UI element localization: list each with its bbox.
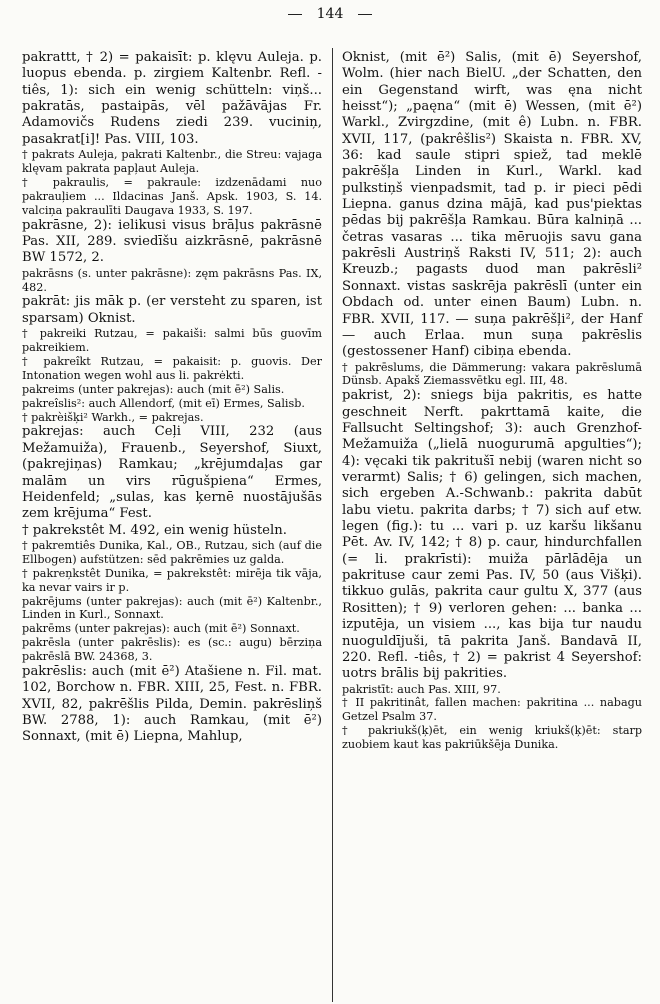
page-number: 144: [316, 6, 344, 22]
dictionary-entry: pakrejas: auch Ceļi VIII, 232 (aus Mežamuiža), Frauenb., Seyershof, Siuxt, (pakrejiņas) Ramkau; „krējumdaļas gar malām un virs rūgušpiena“ Ermes, Heidenfeld; „sulas, kas ķernē nuostājušās zem krējuma“ Fest.: [22, 424, 322, 522]
dictionary-entry: pakrēms (unter pakrejas): auch (mit ē²) Sonnaxt.: [22, 622, 300, 636]
dictionary-entry: pakrāsns (s. unter pakrāsne): zęm pakrāsns Pas. IX, 482.: [22, 266, 322, 294]
right-column: [342, 50, 642, 752]
dictionary-entry: pakrēsla (unter pakrēslis): es (sc.: augu) bērziņa pakrēslā BW. 24368, 3.: [22, 636, 322, 664]
header-dash-right: [358, 14, 372, 15]
dictionary-entry: pakrējums (unter pakrejas): auch (mit ē²) Kaltenbr., Linden in Kurl., Sonnaxt.: [22, 594, 322, 622]
dictionary-entry: pakreîslis²: auch Allendorf, (mit eī) Ermes, Salisb.: [22, 396, 305, 410]
dictionary-entry: † pakreņkstêt Dunika, = pakrekstêt: mirēja tik vāja, ka nevar vairs ir p.: [22, 566, 322, 594]
page-header: [0, 6, 660, 22]
dictionary-entry: pakristīt: auch Pas. XIII, 97.: [342, 682, 501, 696]
dictionary-entry: pakrāsne, 2): ielikusi visus brāļus pakrāsnē Pas. XII, 289. sviedīšu aizkrāsnē, pakrāsnē BW 1572, 2.: [22, 217, 322, 266]
column-divider: [332, 48, 333, 1002]
dictionary-entry: † pakreîkt Rutzau, = pakaisit: p. guovis. Der Intonation wegen wohl aus li. pakrėkti.: [22, 354, 322, 382]
dictionary-entry: † pakrats Auleja, pakrati Kaltenbr., die Streu: vajaga klęvam pakrata papļaut Auleja.: [22, 148, 322, 175]
dictionary-entry: † II pakritinât, fallen machen: pakritina ... nabagu Getzel Psalm 37.: [342, 696, 642, 724]
dictionary-entry: † pakrēslums, die Dämmerung: vakara pakrēslumā Dünsb. Apakš Ziemassvētku egl. III, 48.: [342, 360, 642, 388]
dictionary-entry: pakrist, 2): sniegs bija pakritis, es hatte geschneit Nerft. pakrttamā kaite, die Fallsucht Seltingshof; 3): auch Grenzhof-Mežamuiža („lielā nuogurumā apgulties“); 4): vęcaki tik pakritušī nebij (waren nicht so verarmt) Salis; † 6) gelingen, sich machen, sich ergeben A.-Schwanb.: pakrita dabūt labu vietu. pakrita darbs; † 7) sich auf etw. legen (fig.): tu ... vari p. uz karšu likšanu Pēt. Av. IV, 142; † 8) p. caur, hindurchfallen (= li. prakrīsti): muiža pārlādēja un pakrituse caur zemi Pas. IV, 50 (aus Višķi). tikkuo gulās, pakrita caur gultu X, 377 (aus Rositten); † 9) verloren gehen: ... banka ... izputēja, un visiem ..., kas bija tur naudu nuoguldījuši, tā pakrita Janš. Bandavā II, 220. Refl. -tiês, † 2) = pakrist 4 Seyershof: uotrs brālis bij pakrities.: [342, 388, 642, 682]
dictionary-entry: pakreims (unter pakrejas): auch (mit ē²) Salis.: [22, 382, 285, 396]
dictionary-entry: pakrēslis: auch (mit ē²) Atašiene n. Fil. mat. 102, Borchow n. FBR. XIII, 25, Fest. n. FBR. XVII, 82, pakrēšlis Pilda, Demin. pakrēsliņš BW. 2788, 1): auch Ramkau, (mit ē²) Sonnaxt, (mit ē) Liepna, Mahlup,: [22, 664, 322, 745]
dictionary-entry: pakrāt: jis māk p. (er versteht zu sparen, ist sparsam) Oknist.: [22, 294, 322, 326]
left-column: [22, 50, 322, 746]
dictionary-entry: † pakriukš(ķ)ēt, ein wenig kriukš(ķ)ēt: starp zuobiem kaut kas pakriūkšēja Dunika.: [342, 724, 642, 752]
dictionary-entry: † pakremtiês Dunika, Kal., OB., Rutzau, sich (auf die Ellbogen) aufstützen: sēd pakrēmies uz galda.: [22, 538, 322, 566]
dictionary-entry: † pakrekstêt M. 492, ein wenig hüsteln.: [22, 522, 287, 538]
dictionary-entry: † pakraulis, = pakraule: izdzenādami nuo pakrauļiem ... Ildacinas Janš. Apsk. 1903, S. 14. valciņa pakraulīti Daugava 1933, S. 197.: [22, 175, 322, 217]
dictionary-entry: pakrattt, † 2) = pakaisīt: p. klęvu Auleja. p. luopus ebenda. p. zirgiem Kaltenbr. Refl. -tiês, 1): sich ein wenig schütteln: viņš... pakratās, pastaipās, vēl pažāvājas Fr. Adamovičs Rudens ziedi 239. vuciniņ, pasakrat[i]! Pas. VIII, 103.: [22, 50, 322, 147]
dictionary-entry: † pakreiki Rutzau, = pakaiši: salmi būs guovīm pakreikiem.: [22, 327, 322, 355]
dictionary-entry: † pakrèišķi² Warkh., = pakrejas.: [22, 410, 204, 424]
dictionary-entry: Oknist, (mit ē²) Salis, (mit ē) Seyershof, Wolm. (hier nach BielU. „der Schatten, den ein Gegenstand wirft, was ęna nicht heisst“); „paęna“ (mit ē) Wessen, (mit ē²) Warkl., Zvirgzdine, (mit ê) Lubn. n. FBR. XVII, 117, (pakrêšlis²) Skaista n. FBR. XV, 36: kad saule stipri spiež, tad meklē pakrēšļa Linden in Kurl., Warkl. kad pulkstiņš vienpadsmit, tad p. ir pieci pēdi Liepna. ganus dzina mājā, kad pus'piektas pēdas bij pakrēšļa Ramkau. Būra kalniņā ... četras vasaras ... tika mēruojis savu gana pakrēsli Austriņš Raksti IV, 511; 2): auch Kreuzb.; pagasts duod man pakrēsli² Sonnaxt. vistas saskrēja pakrēslī (unter ein Obdach od. unter einen Baum) Lubn. n. FBR. XVII, 117. — suņa pakrēšļi², der Hanf — auch Erlaa. mun suņa pakrēslis (gestossener Hanf) cibiņa ebenda.: [342, 50, 642, 360]
header-dash-left: [288, 14, 302, 15]
